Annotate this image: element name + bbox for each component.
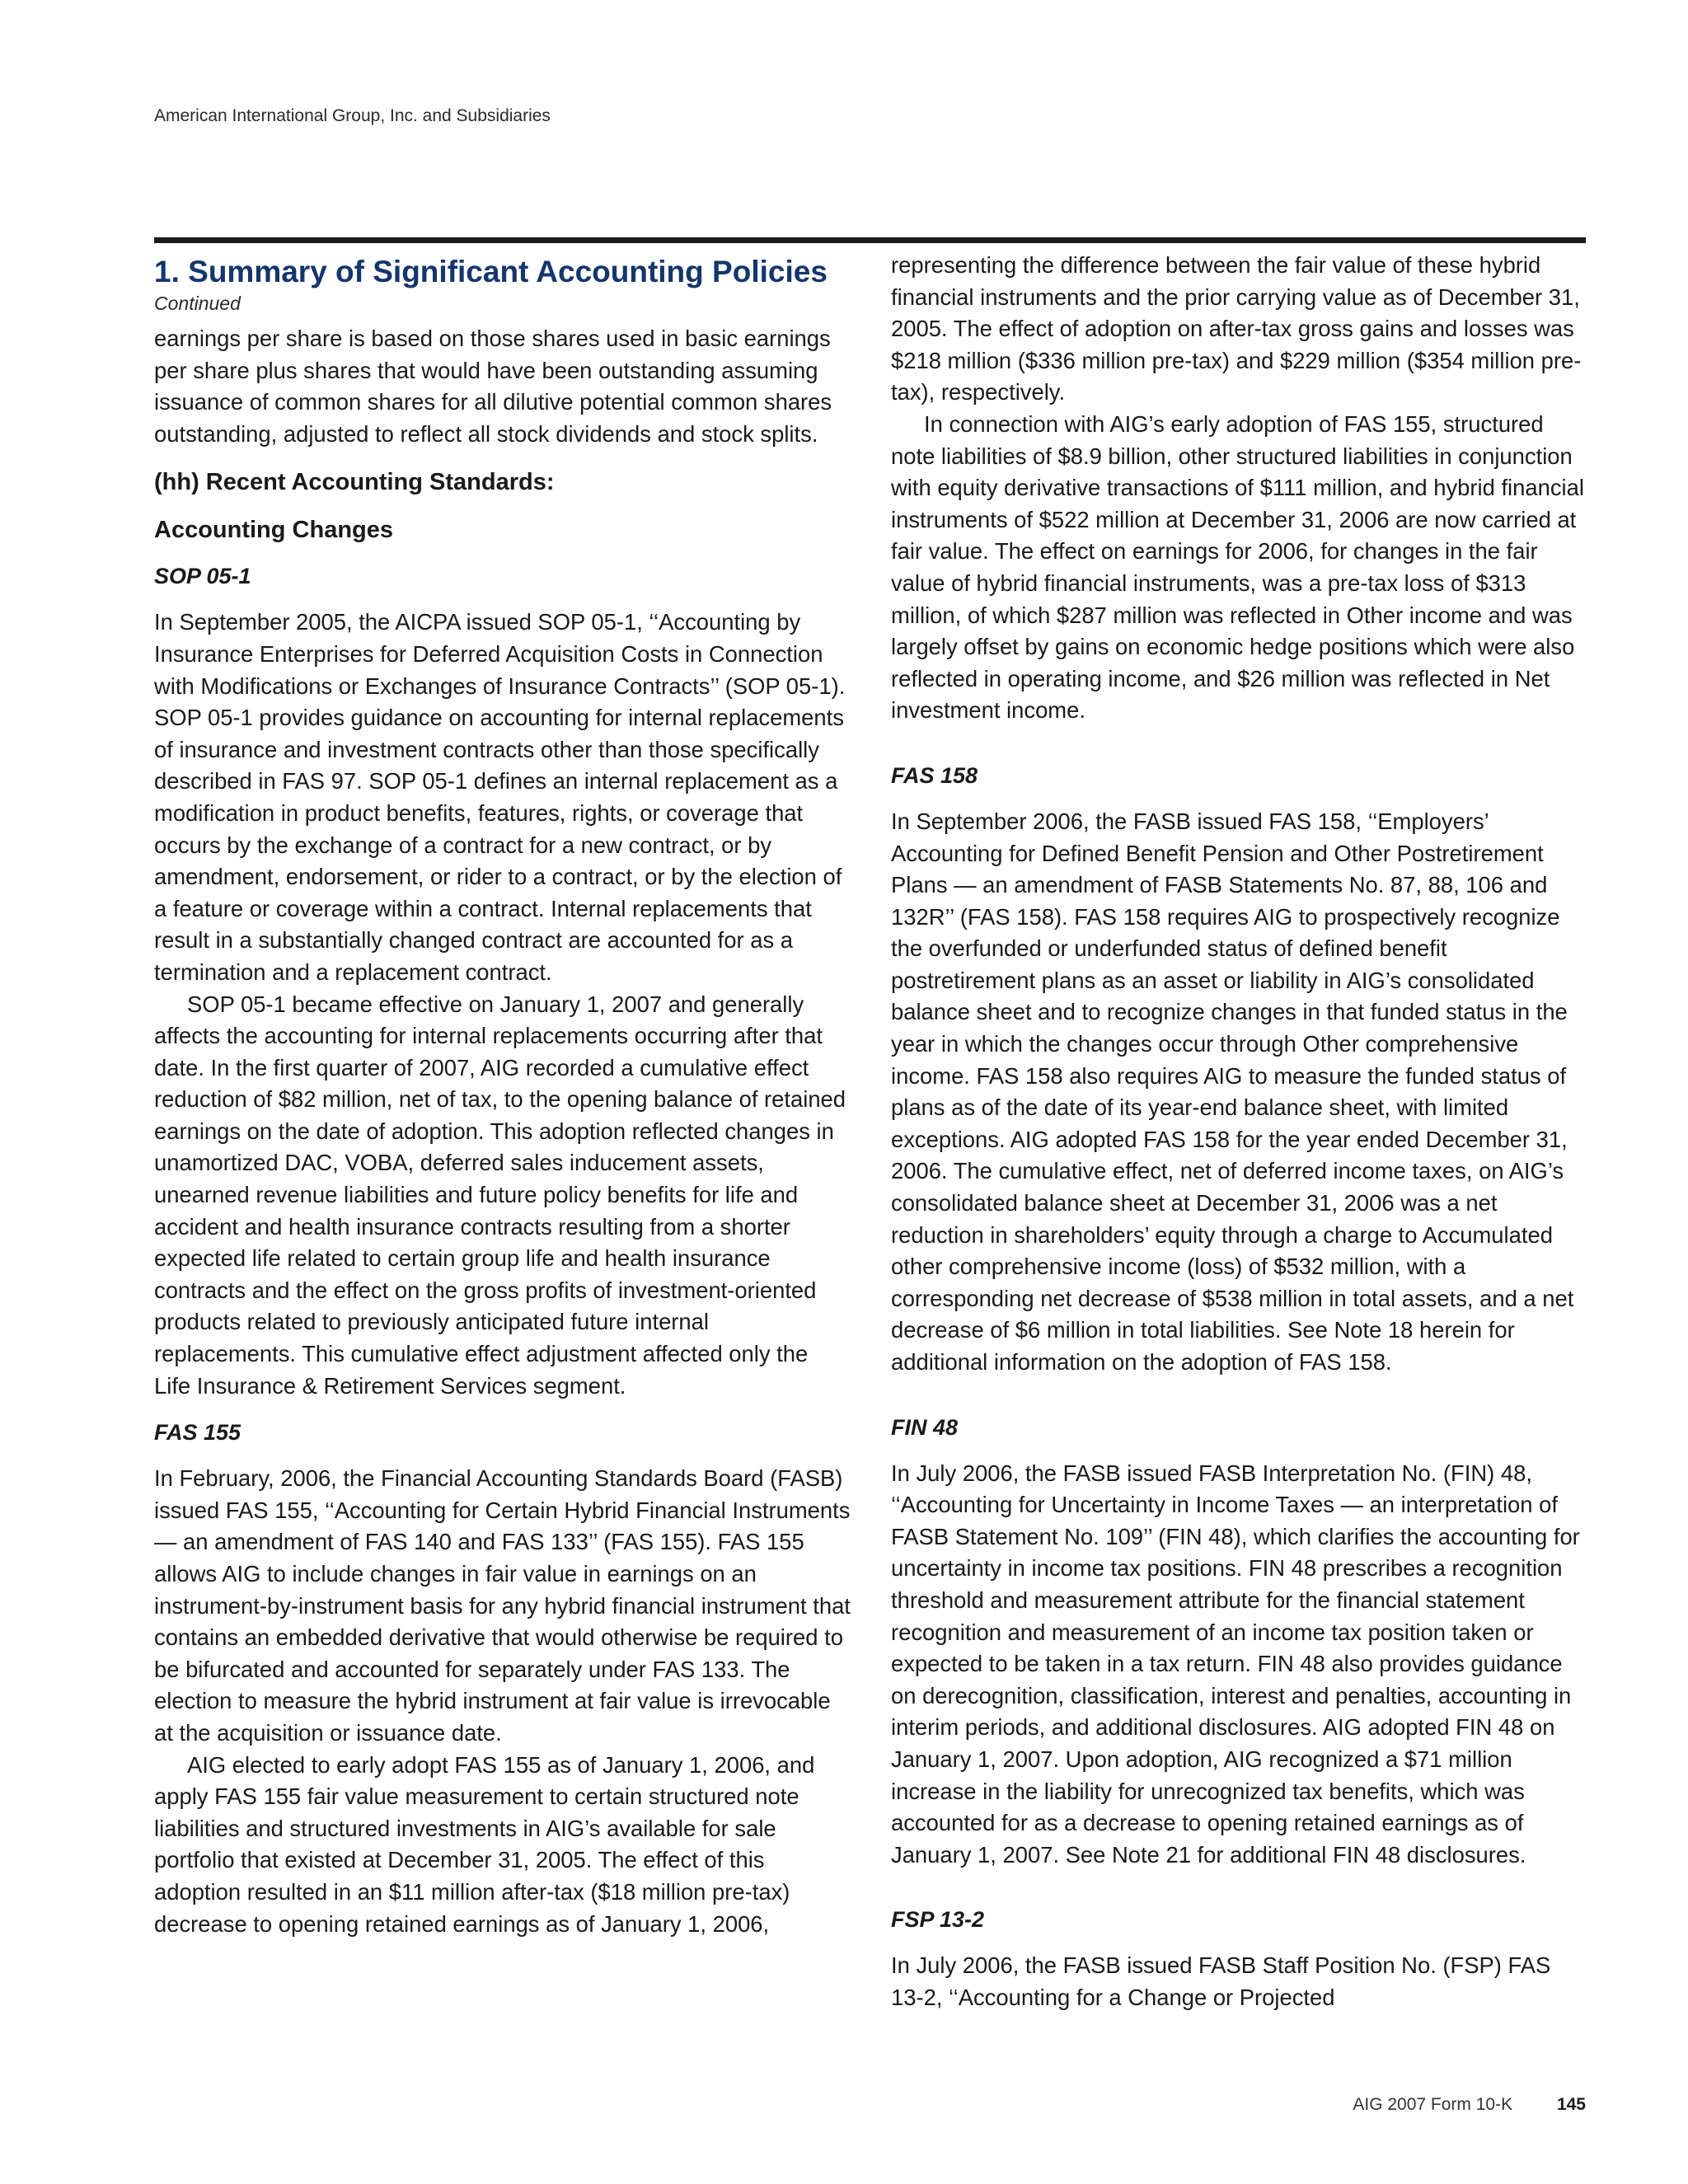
fas-155-continued-paragraph: representing the difference between the fair value of these hybrid financial instruments and the prior carrying value as of December 31, 2005. The effect of adoption on after-tax gross gains and losses was $218 million ($336 million pre-tax) and $229 million ($354 million pre-tax), respectively. bbox=[891, 252, 1582, 405]
fas-158-heading: FAS 158 bbox=[891, 762, 978, 788]
fas-155-paragraph-2: AIG elected to early adopt FAS 155 as of January 1, 2006, and apply FAS 155 fair value measurement to certain structured note liabilities and structured investments in AIG’s available for sale portfolio that existed at December 31, 2005. The effect of this adoption resulted in an $11 million after-tax ($18 million pre-tax) decrease to opening retained earnings as of January 1, 2006, bbox=[154, 1751, 815, 1937]
header-rule bbox=[154, 237, 1586, 243]
page-number: 145 bbox=[1556, 2095, 1586, 2114]
fsp-13-2-heading: FSP 13-2 bbox=[891, 1907, 985, 1933]
accounting-changes-heading: Accounting Changes bbox=[154, 517, 394, 544]
fsp-13-2-paragraph: In July 2006, the FASB issued FASB Staff Position No. (FSP) FAS 13-2, ‘‘Accounting for a Change or Projected bbox=[891, 1952, 1551, 2010]
sop-05-1-paragraph-2: SOP 05-1 became effective on January 1, 2007 and generally affects the accounting for internal replacements occurring after that date. In the first quarter of 2007, AIG recorded a cumulative effect reduction of $82 million, net of tax, to the opening balance of retained earnings on the date of adoption. This adoption reflected changes in unamortized DAC, VOBA, deferred sales inducement assets, unearned revenue liabilities and future policy benefits for life and accident and health insurance contracts resulting from a shorter expected life related to certain group life and health insurance contracts and the effect on the gross profits of investment-oriented products related to previously anticipated future internal replacements. This cumulative effect adjustment affected only the Life Insurance & Retirement Services segment. bbox=[154, 991, 846, 1399]
fin-48-paragraph: In July 2006, the FASB issued FASB Interpretation No. (FIN) 48, ‘‘Accounting for Uncertainty in Income Taxes — an interpretation of FASB Statement No. 109’’ (FIN 48), which clarifies the accounting for uncertainty in income tax positions. FIN 48 prescribes a recognition threshold and measurement attribute for the financial statement recognition and measurement of an income tax position taken or expected to be taken in a tax return. FIN 48 also provides guidance on derecognition, classification, interest and penalties, accounting in interim periods, and additional disclosures. AIG adopted FIN 48 on January 1, 2007. Upon adoption, AIG recognized a $71 million increase in the liability for unrecognized tax benefits, which was accounted for as a decrease to opening retained earnings as of January 1, 2007. See Note 21 for additional FIN 48 disclosures. bbox=[891, 1460, 1580, 1868]
intro-paragraph: earnings per share is based on those shares used in basic earnings per share plus shares that would have been outstanding assuming issuance of common shares for all dilutive potential common shares outstanding, adjusted to reflect all stock dividends and stock splits. bbox=[154, 326, 832, 447]
form-label: AIG 2007 Form 10-K bbox=[1353, 2095, 1513, 2114]
sop-05-1-heading: SOP 05-1 bbox=[154, 564, 251, 589]
fin-48-heading: FIN 48 bbox=[891, 1414, 959, 1440]
fas-158-paragraph: In September 2006, the FASB issued FAS 158, ‘‘Employers’ Accounting for Defined Benefit Pension and Other Postretirement Plans — an amendment of FASB Statements No. 87, 88, 106 and 132R’’ (FAS 158). FAS 158 requires AIG to prospectively recognize the overfunded or underfunded status of defined benefit postretirement plans as an asset or liability in AIG’s consolidated balance sheet and to recognize changes in that funded status in the year in which the changes occur through Other comprehensive income. FAS 158 also requires AIG to measure the funded status of plans as of the date of its year-end balance sheet, with limited exceptions. AIG adopted FAS 158 for the year ended December 31, 2006. The cumulative effect, net of deferred income taxes, on AIG’s consolidated balance sheet at December 31, 2006 was a net reduction in shareholders’ equity through a charge to Accumulated other comprehensive income (loss) of $532 million, with a corresponding net decrease of $538 million in total assets, and a net decrease of $6 million in total liabilities. See Note 18 herein for additional information on the adoption of FAS 158. bbox=[891, 808, 1574, 1375]
fas-155-paragraph-3: In connection with AIG’s early adoption of FAS 155, structured note liabilities of $8.9 billion, other structured liabilities in conjunction with equity derivative transactions of $111 million, and hybrid financial instruments of $522 million at December 31, 2006 are now carried at fair value. The effect on earnings for 2006, for changes in the fair value of hybrid financial instruments, was a pre-tax loss of $313 million, of which $287 million was reflected in Other income and was largely offset by gains on economic hedge positions which were also reflected in operating income, and $26 million was reflected in Net investment income. bbox=[891, 410, 1584, 724]
fas-155-paragraph-1: In February, 2006, the Financial Accounting Standards Board (FASB) issued FAS 155, ‘‘Accounting for Certain Hybrid Financial Instruments — an amendment of FAS 140 and FAS 133’’ (FAS 155). FAS 155 allows AIG to include changes in fair value in earnings on an instrument-by-instrument basis for any hybrid financial instrument that contains an embedded derivative that would otherwise be required to be bifurcated and accounted for separately under FAS 133. The election to measure the hybrid instrument at fair value is irrevocable at the acquisition or issuance date. bbox=[154, 1465, 851, 1746]
recent-standards-heading: (hh) Recent Accounting Standards: bbox=[154, 469, 555, 496]
section-title: 1. Summary of Significant Accounting Policies bbox=[154, 255, 828, 288]
fas-155-heading: FAS 155 bbox=[154, 1420, 241, 1446]
page-footer bbox=[1353, 2095, 1586, 2115]
right-column bbox=[891, 250, 1587, 2014]
running-header: American International Group, Inc. and Subsidiaries bbox=[154, 106, 551, 125]
continued-label: Continued bbox=[154, 293, 241, 314]
sop-05-1-paragraph-1: In September 2005, the AICPA issued SOP 05-1, ‘‘Accounting by Insurance Enterprises for Deferred Acquisition Costs in Connection with Modifications or Exchanges of Insurance Contracts’’ (SOP 05-1). SOP 05-1 provides guidance on accounting for internal replacements of insurance and investment contracts other than those specifically described in FAS 97. SOP 05-1 defines an internal replacement as a modification in product benefits, features, rights, or coverage that occurs by the exchange of a contract for a new contract, or by amendment, endorsement, or rider to a contract, or by the election of a feature or coverage within a contract. Internal replacements that result in a substantially changed contract are accounted for as a termination and a replacement contract. bbox=[154, 609, 846, 985]
left-column bbox=[154, 250, 851, 1940]
